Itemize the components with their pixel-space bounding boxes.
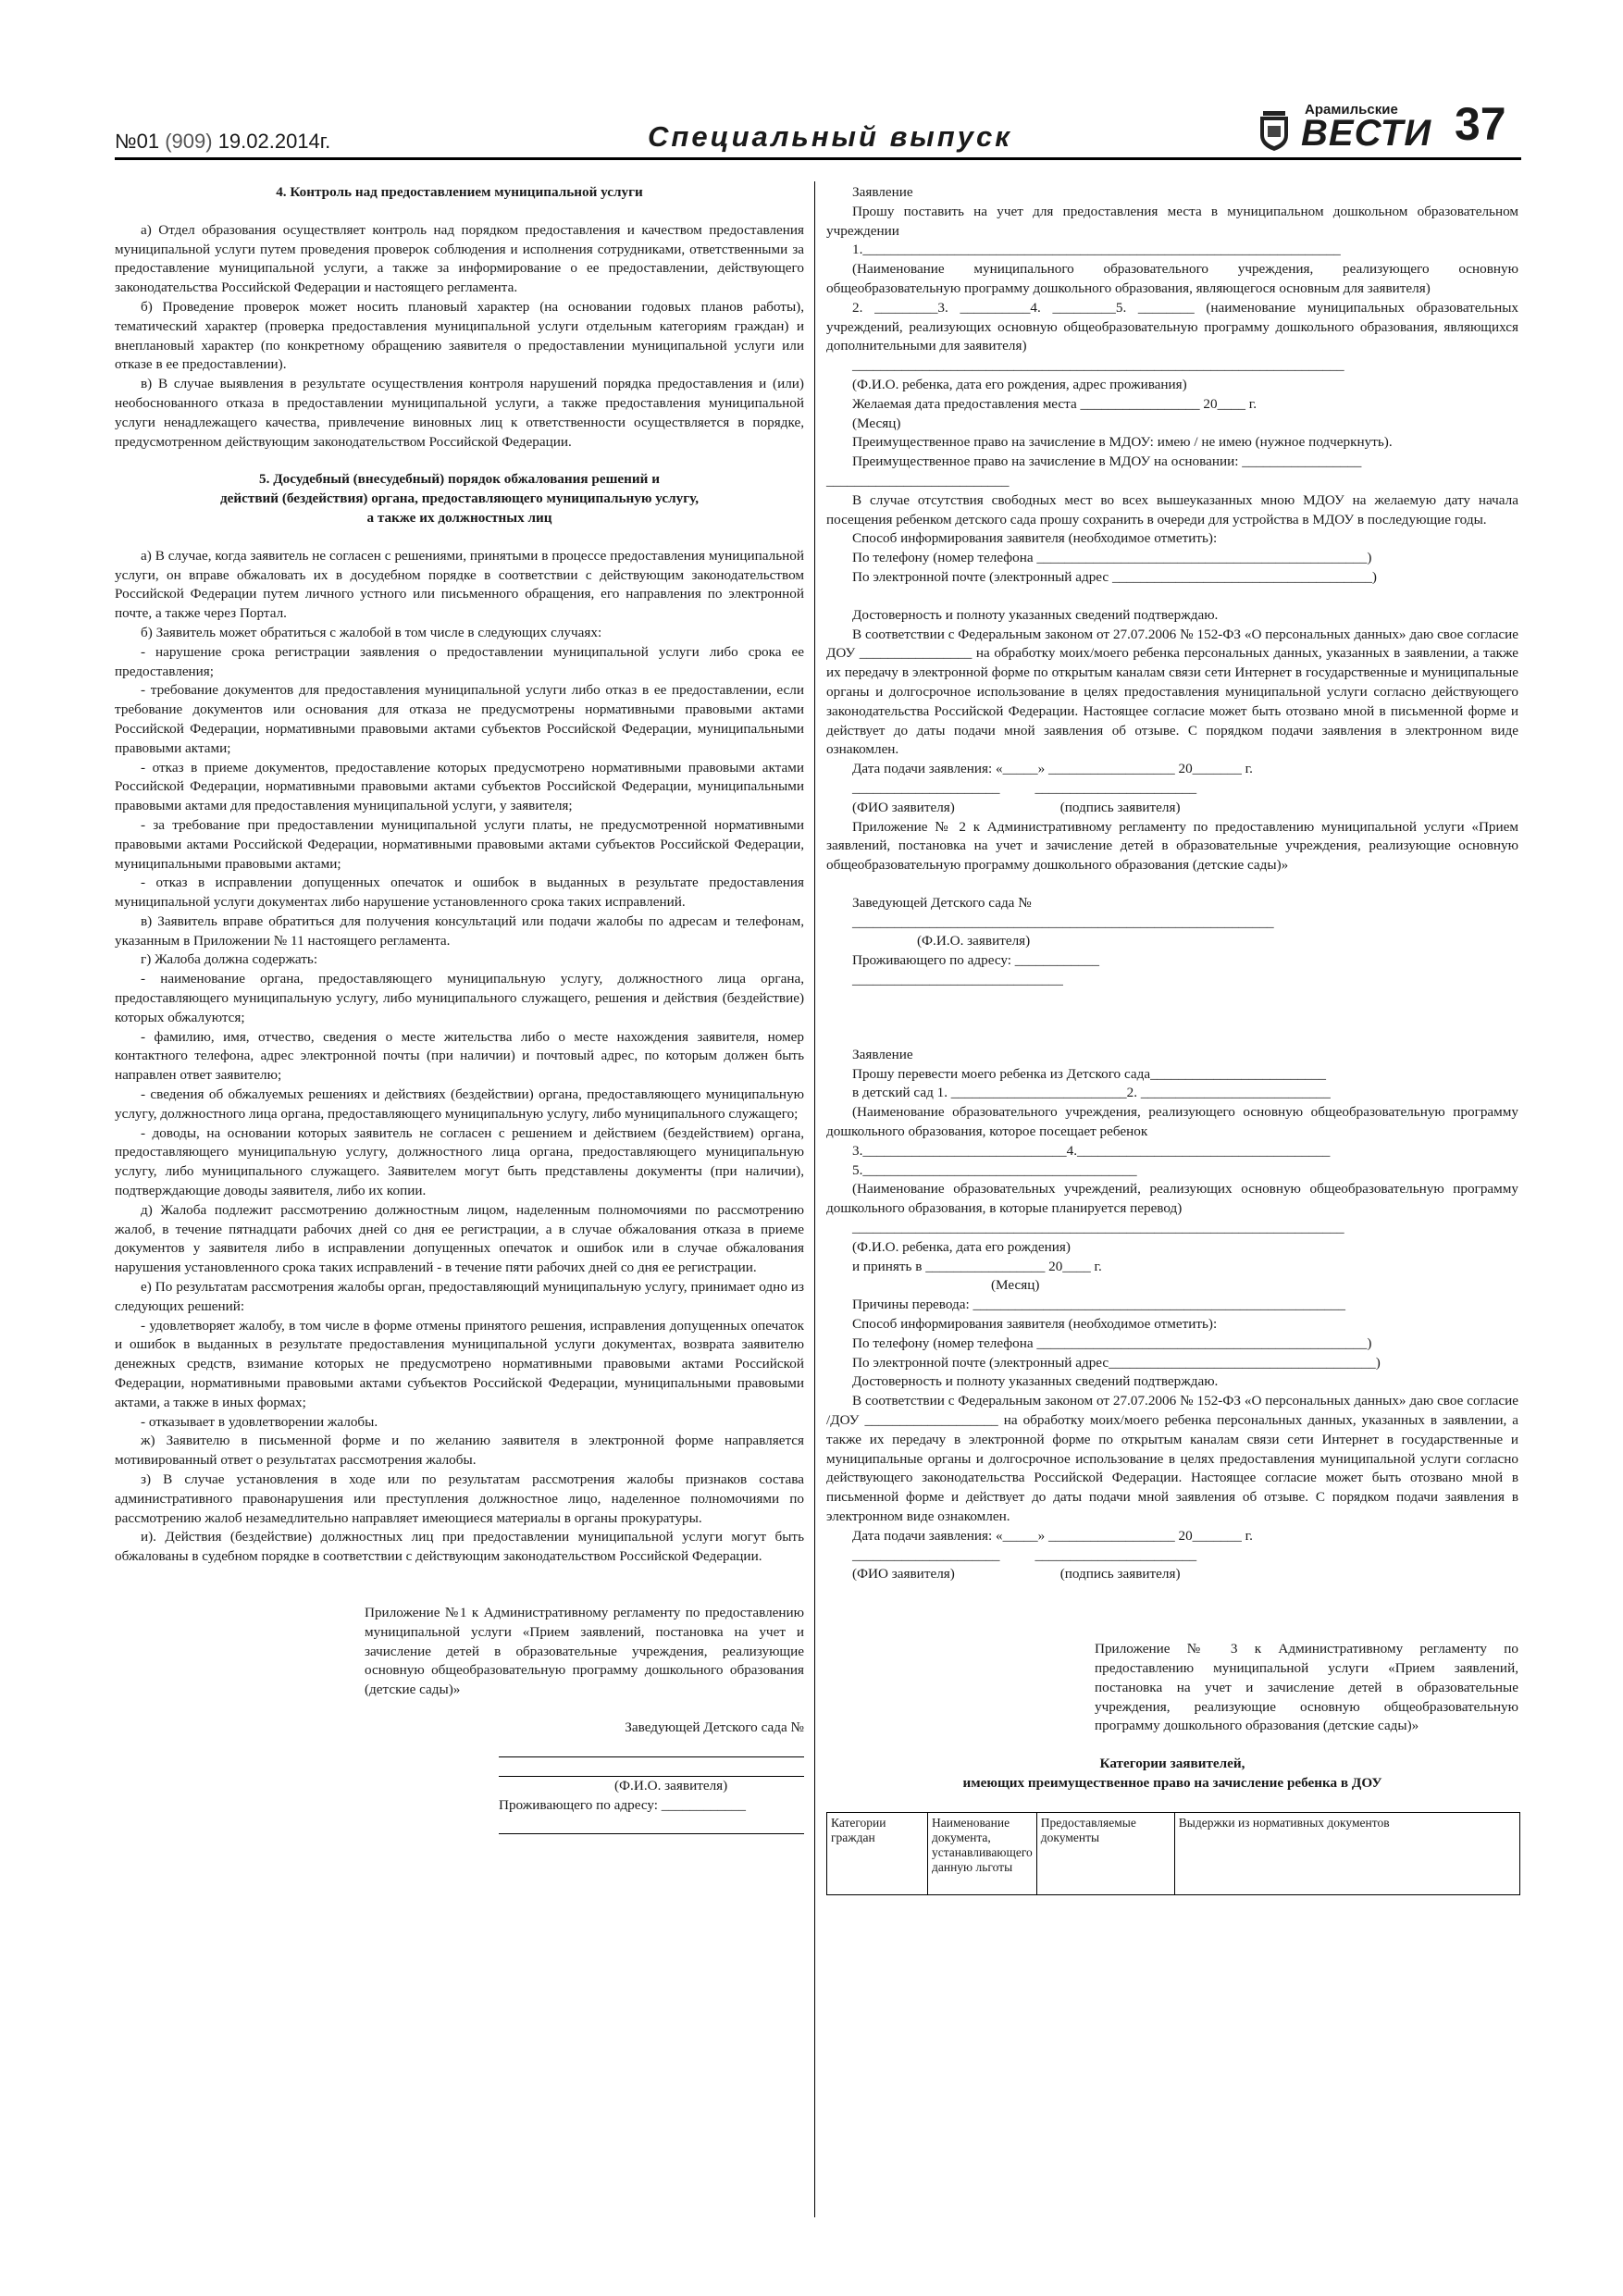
table-header-cell: Категории граждан — [827, 1812, 928, 1894]
paragraph: (Наименование образовательных учреждений, реализующих основную общеобразовательную программу дошкольного образования, в которые планируется перевод) — [826, 1181, 1518, 1217]
paragraph: а) В случае, когда заявитель не согласен с решениями, принятыми в процессе предоставления муниципальной услуги, он вправе обжаловать их в досудебном порядке в соответствии с действующим законодательством Российской Федерации путем личного устного или письменного обращения, его направления по электронной почте, а также через Портал. — [115, 547, 804, 622]
paragraph: Достоверность и полноту указанных сведений подтверждаю. — [852, 1373, 1219, 1390]
section-4-title: 4. Контроль над предоставлением муниципальной услуги — [276, 184, 643, 200]
paragraph: (Месяц) — [991, 1277, 1040, 1294]
form-line: __________________________ — [826, 472, 1010, 489]
signature-line — [499, 1738, 804, 1757]
issue-date: 19.02.2014г. — [217, 130, 331, 153]
paragraph: - доводы, на основании которых заявитель не согласен с решением и действием (бездействием) органа, предоставляющего муниципальную услугу, должностного лица органа, предоставляющего муниципальную услугу, либо муниципального служащего. Заявителем могут быть представлены документы (при наличии), подтверждающие доводы заявителя, либо их копии. — [115, 1124, 804, 1199]
appendix-1-addressee: Заведующей Детского сада № — [625, 1719, 804, 1735]
paragraph: в детский сад 1. _________________________2. ___________________________ — [852, 1085, 1331, 1101]
paragraph: б) Проведение проверок может носить плановый характер (на основании годовых планов работы), тематический характер (проверка предоставления муниципальной услуги отдельным категориям граждан) и внеплановый характер (по конкретному обращению заявителя о предоставлении муниципальной услуги или отказе в ее предоставлении). — [115, 298, 804, 373]
paragraph: - отказ в исправлении допущенных опечаток и ошибок в выданных в результате предоставления муниципальной услуги документах либо нарушение установленного срока таких исправлений. — [115, 875, 804, 911]
page-number: 37 — [1455, 98, 1506, 150]
form-line: ______________________________________________________________________ — [852, 1220, 1344, 1236]
form-line: ______________________________________________________________________ — [852, 357, 1344, 374]
paragraph: в) В случае выявления в результате осуществления контроля нарушений порядка предоставления и (или) необоснованного отказа в предоставлении муниципальной услуги, а также предоставления муниципальной услуги ненадлежащего качества, привлечение виновных лиц к ответственности осуществляется в порядке, предусмотренном действующим законодательством Российской Федерации. — [115, 376, 804, 450]
paragraph: д) Жалоба подлежит рассмотрению должностным лицом, наделенным полномочиями по рассмотрению жалоб, в течение пятнадцати рабочих дней со дня ее регистрации, а в случае обжалования отказа в приеме документов у заявителя либо в исправлении допущенных опечаток и ошибок или в случае обжалования нарушения установленного срока таких исправлений - в течение пяти рабочих дней со дня ее регистрации. — [115, 1201, 804, 1276]
fio-caption: (Ф.И.О. заявителя) — [614, 1777, 728, 1793]
section-title: Специальный выпуск — [648, 120, 1012, 153]
fio-caption: (Ф.И.О. заявителя) — [917, 933, 1031, 949]
form-line: ____________________________________________________________ — [852, 913, 1274, 930]
form-2-title: Заявление — [852, 1046, 913, 1062]
categories-title: Категории заявителей, — [1099, 1756, 1245, 1772]
paragraph: В соответствии с Федеральным законом от 27.07.2006 № 152-ФЗ «О персональных данных» даю свое согласие /ДОУ ___________________ на обработку моих/моего ребенка персональных данных, указанных в заявлении, а также их передачу в электронной форме по открытым каналам связи сети Интернет в государственные и муниципальные органы и долгосрочное использование в целях предоставления муниципальной услуги согласно действующего законодательства Российской Федерации. Настоящее согласие может быть отозвано мной в письменной форме и действует до даты подачи мной заявления об отзыве. С порядком подачи заявления в электронном виде ознакомлен. — [826, 1393, 1518, 1524]
appendix-3-caption: Приложение № 3 к Административному регламенту по предоставлению муниципальной услуги «Прием заявлений, постановка на учет и зачисление детей в образовательные учреждения, реализующие основную общеобразовательную программу дошкольного образования (детские сады)» — [1095, 1641, 1518, 1734]
paragraph: - отказ в приеме документов, предоставление которых предусмотрено нормативными правовыми актами Российской Федерации, нормативными правовыми актами субъектов Российской Федерации, муниципальными правовыми актами для предоставления муниципальной услуги, у заявителя; — [115, 759, 804, 814]
paragraph: - за требование при предоставлении муниципальной услуги платы, не предусмотренной нормативными правовыми актами Российской Федерации, нормативными правовыми актами субъектов Российской Федерации, муниципальными правовыми актами; — [115, 816, 804, 872]
paragraph: з) В случае установления в ходе или по результатам рассмотрения жалобы признаков состава административного правонарушения или преступления должностное лицо, наделенное полномочиями по рассмотрению жалоб незамедлительно направляет имеющиеся материалы в органы прокуратуры. — [115, 1471, 804, 1526]
paragraph: Прошу поставить на учет для предоставления места в муниципальном дошкольном образовательном учреждении — [826, 203, 1518, 239]
paragraph: (Наименование муниципального образовательного учреждения, реализующего основную общеобразовательную программу дошкольного образования, являющегося основным для заявителя) — [826, 261, 1518, 296]
table-header-cell: Наименование документа, устанавливающего данную льготы — [928, 1812, 1037, 1894]
paragraph: - фамилию, имя, отчество, сведения о месте жительства либо о месте нахождения заявителя, номер контактного телефона, адрес электронной почты (при наличии) и почтовый адрес, по которым должен быть направлен ответ заявителю; — [115, 1028, 804, 1084]
signature-line: _____________________ _______________________ — [852, 1546, 1197, 1563]
appendix-1-caption: Приложение №1 к Административному регламенту по предоставлению муниципальной услуги «Прием заявлений, постановка на учет и зачисление детей в образовательные учреждения, реализующие основную общеобразовательную программу дошкольного образования (детские сады)» — [365, 1604, 804, 1698]
paragraph: Причины перевода: _____________________________________________________ — [852, 1297, 1345, 1313]
paragraph: 2. _________3. __________4. _________5. ________ (наименование муниципальных образовательных учреждений, реализующих основную общеобразовательную программу дошкольного образования, являющихся дополнительными для заявителя) — [826, 299, 1518, 354]
appendix-2-addressee: Заведующей Детского сада № — [852, 894, 1032, 911]
issue-info — [115, 130, 330, 154]
form-line: 5._______________________________________ — [852, 1161, 1137, 1178]
signature-caption: (ФИО заявителя) (подпись заявителя) — [852, 799, 1181, 815]
paragraph: е) По результатам рассмотрения жалобы орган, предоставляющий муниципальную услугу, принимает одно из следующих решений: — [115, 1279, 804, 1314]
paragraph: Способ информирования заявителя (необходимое отметить): — [852, 530, 1218, 547]
issue-number: №01 — [115, 130, 160, 153]
table-row — [827, 1812, 1520, 1894]
paragraph: - требование документов для предоставления муниципальной услуги либо отказ в ее предоставлении, если требование документов или основания для отказа не предусмотрены нормативными правовыми актами Российской Федерации, нормативными правовыми актами субъектов Российской Федерации, муниципальными правовыми актами; — [115, 682, 804, 756]
paragraph: (Месяц) — [852, 415, 901, 431]
paragraph: В соответствии с Федеральным законом от 27.07.2006 № 152-ФЗ «О персональных данных» даю свое согласие ДОУ ________________ на обработку моих/моего ребенка персональных данных, указанных в заявлении, а также их передачу в электронной форме по открытым каналам связи сети Интернет в государственные и муниципальные органы и долгосрочное использование в целях предоставления муниципальной услуги согласно действующего законодательства Российской Федерации. Настоящее согласие может быть отозвано мной в письменной форме и действует до даты подачи мной заявления об отзыве. С порядком подачи заявления в электронном виде ознакомлен. — [826, 626, 1518, 758]
paragraph: Преимущественное право на зачисление в МДОУ: имею / не имею (нужное подчеркнуть). — [852, 434, 1393, 451]
table-header-cell: Предоставляемые документы — [1036, 1812, 1174, 1894]
paragraph: По электронной почте (электронный адрес______________________________________) — [852, 1354, 1381, 1371]
paragraph: В случае отсутствия свободных мест во всех вышеуказанных мною МДОУ на желаемую дату начала посещения ребенком детского сада прошу сохранить в очереди для устройства в МДОУ в последующие годы. — [826, 491, 1518, 527]
form-line: ______________________________ — [852, 972, 1063, 988]
paragraph: и принять в _________________ 20____ г. — [852, 1258, 1102, 1274]
paragraph: Достоверность и полноту указанных сведений подтверждаю. — [852, 606, 1219, 623]
paragraph: ж) Заявителю в письменной форме и по желанию заявителя в электронной форме направляется мотивированный ответ о результатах рассмотрения жалобы. — [115, 1433, 804, 1469]
section-5-title: действий (бездействия) органа, предоставляющего муниципальную услугу, — [219, 490, 700, 507]
signature-caption: (ФИО заявителя) (подпись заявителя) — [852, 1566, 1181, 1582]
table-header-cell: Выдержки из нормативных документов — [1174, 1812, 1519, 1894]
header-divider — [115, 157, 1521, 160]
paragraph: - нарушение срока регистрации заявления о предоставлении муниципальной услуги либо срока ее предоставления; — [115, 643, 804, 679]
paragraph: - отказывает в удовлетворении жалобы. — [141, 1413, 378, 1430]
address-field: Проживающего по адресу: ____________ — [852, 952, 1099, 969]
signature-line — [499, 1815, 804, 1834]
coat-of-arms-icon — [1258, 111, 1290, 152]
logo-subtitle: Арамильские — [1305, 102, 1398, 118]
address-field: Проживающего по адресу: ____________ — [499, 1796, 746, 1813]
paragraph: Желаемая дата предоставления места _________________ 20____ г. — [852, 395, 1258, 412]
left-column — [115, 183, 804, 1834]
paragraph: г) Жалоба должна содержать: — [141, 951, 318, 968]
paragraph: По телефону (номер телефона _______________________________________________) — [852, 1334, 1372, 1351]
paragraph: По телефону (номер телефона _______________________________________________) — [852, 550, 1372, 566]
categories-table — [826, 1812, 1520, 1895]
paragraph: (Ф.И.О. ребенка, дата его рождения) — [852, 1238, 1071, 1255]
right-column — [826, 183, 1518, 1895]
appendix-2-caption: Приложение № 2 к Административному регламенту по предоставлению муниципальной услуги «Прием заявлений, постановка на учет и зачисление детей в образовательные учреждения, реализующие основную общеобразовательную программу дошкольного образования (детские сады)» — [826, 818, 1518, 874]
form-1-title: Заявление — [852, 184, 913, 200]
paragraph: - удовлетворяет жалобу, в том числе в форме отмены принятого решения, исправления допущенных опечаток и ошибок в выданных в результате предоставления муниципальной услуги документах, возврата заявителю денежных средств, взимание которых не предусмотрено нормативными правовыми актами Российской Федерации, нормативными правовыми актами субъектов Российской Федерации, муниципальными правовыми актами, а также в иных формах; — [115, 1317, 804, 1410]
issue-total-number: (909) — [165, 130, 213, 153]
column-divider — [814, 181, 815, 2217]
paragraph: в) Заявитель вправе обратиться для получения консультаций или подачи жалобы по адресам и телефонам, указанным в Приложении № 11 настоящего регламента. — [115, 912, 804, 949]
section-5-title: 5. Досудебный (внесудебный) порядок обжалования решений и — [259, 471, 660, 488]
paragraph: Дата подачи заявления: «_____» __________________ 20_______ г. — [852, 1527, 1253, 1544]
paragraph: и). Действия (бездействие) должностных лиц при предоставлении муниципальной услуги могут быть обжалованы в судебном порядке в соответствии с действующим законодательством Российской Федерации. — [115, 1529, 804, 1565]
paragraph: Способ информирования заявителя (необходимое отметить): — [852, 1316, 1218, 1333]
categories-title: имеющих преимущественное право на зачисление ребенка в ДОУ — [962, 1774, 1382, 1791]
paragraph: По электронной почте (электронный адрес _____________________________________) — [852, 568, 1377, 585]
logo-title: ВЕСТИ — [1301, 113, 1432, 154]
signature-line: _____________________ _______________________ — [852, 779, 1197, 796]
form-line: 1.____________________________________________________________________ — [852, 242, 1341, 258]
paragraph: (Ф.И.О. ребенка, дата его рождения, адрес проживания) — [852, 376, 1187, 392]
paragraph: - сведения об обжалуемых решениях и действиях (бездействии) органа, предоставляющего муниципальную услугу, должностного лица органа, предоставляющего муниципальную услугу, либо муниципального служащего; — [115, 1086, 804, 1122]
section-5-title: а также их должностных лиц — [366, 509, 552, 526]
paragraph: Преимущественное право на зачисление в МДОУ на основании: _________________ — [852, 453, 1362, 470]
paragraph: (Наименование образовательного учреждения, реализующего основную общеобразовательную программу дошкольного образования, которое посещает ребенок — [826, 1104, 1518, 1140]
paragraph: б) Заявитель может обратиться с жалобой в том числе в следующих случаях: — [141, 624, 602, 640]
paragraph: - наименование органа, предоставляющего муниципальную услугу, должностного лица органа, предоставляющего муниципальную услугу, либо муниципального служащего, решения и действия (бездействие) которых обжалуются; — [115, 971, 804, 1025]
paragraph: Дата подачи заявления: «_____» __________________ 20_______ г. — [852, 761, 1253, 777]
paragraph: Прошу перевести моего ребенка из Детского сада_________________________ — [852, 1065, 1326, 1082]
signature-line — [499, 1757, 804, 1777]
newspaper-logo — [1255, 102, 1432, 155]
form-line: 3._____________________________4.____________________________________ — [852, 1142, 1331, 1159]
paragraph: а) Отдел образования осуществляет контроль над порядком предоставления и качеством предоставления муниципальной услуги путем проведения проверок соблюдения и исполнения сотрудниками, ответственными за предоставление муниципальной услуги, а также за информирование о ее предоставлении, действующего законодательства Российской Федерации и настоящего регламента. — [115, 221, 804, 296]
